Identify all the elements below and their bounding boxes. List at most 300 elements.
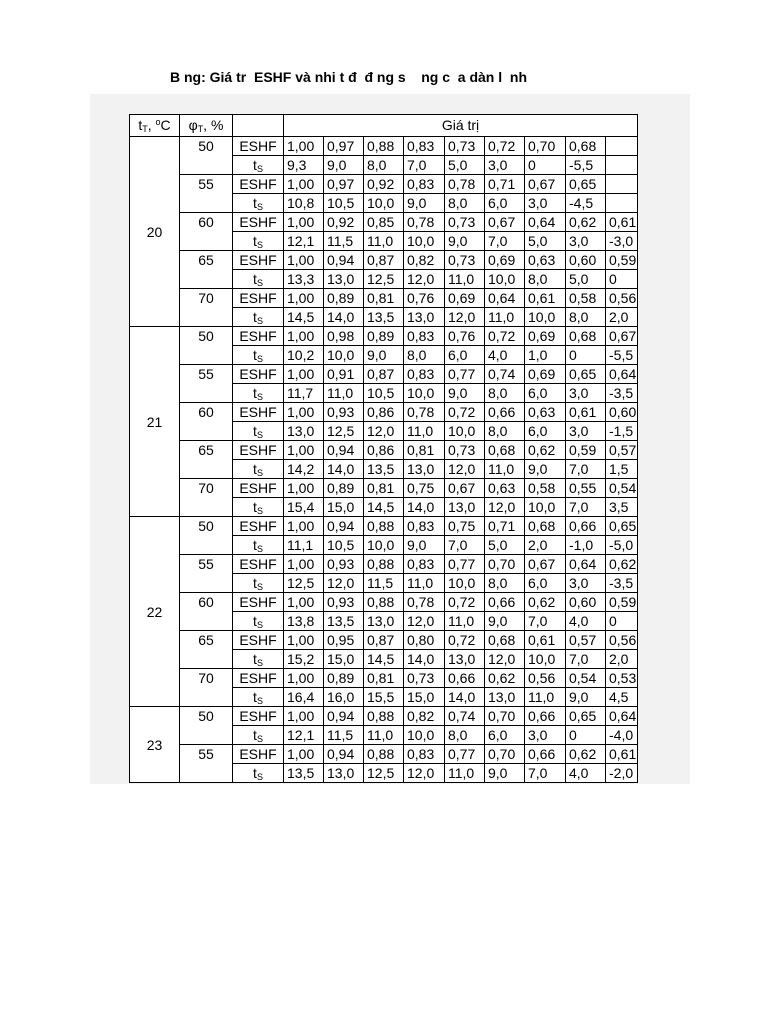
eshf-value-cell: 0,72 xyxy=(445,403,485,422)
eshf-label: ESHF xyxy=(233,479,284,498)
ts-value-cell: 3,0 xyxy=(566,574,606,593)
eshf-value-cell: 0,67 xyxy=(525,175,566,194)
ts-value-cell: 8,0 xyxy=(566,308,606,327)
table-title: B ng: Giá tr ESHF và nhi t đ đ ng s ng c a dàn l nh xyxy=(170,69,528,85)
ts-value-cell: 10,5 xyxy=(324,536,364,555)
eshf-value-cell: 0,82 xyxy=(404,707,445,726)
eshf-value-cell: 0,63 xyxy=(485,479,525,498)
eshf-value-cell: 0,57 xyxy=(566,631,606,650)
eshf-value-cell: 0,66 xyxy=(485,403,525,422)
ts-label: $t_S$ xyxy=(233,764,284,783)
ts-value-cell: 2,0 xyxy=(606,650,638,669)
ts-value-cell: 9,0 xyxy=(404,536,445,555)
ts-value-cell: 9,0 xyxy=(485,612,525,631)
ts-value-cell: 10,8 xyxy=(284,194,324,213)
table-row xyxy=(130,403,638,422)
ts-value-cell: 8,0 xyxy=(404,346,445,365)
eshf-value-cell: 0,95 xyxy=(324,631,364,650)
eshf-value-cell: 0,72 xyxy=(485,137,525,156)
eshf-value-cell: 0,65 xyxy=(606,517,638,536)
ts-value-cell: 9,0 xyxy=(404,194,445,213)
eshf-value-cell: 1,00 xyxy=(284,479,324,498)
eshf-value-cell: 0,61 xyxy=(606,745,638,764)
eshf-value-cell: 0,56 xyxy=(606,631,638,650)
eshf-label: ESHF xyxy=(233,403,284,422)
eshf-value-cell: 0,64 xyxy=(485,289,525,308)
ts-value-cell: 6,0 xyxy=(525,384,566,403)
eshf-value-cell: 1,00 xyxy=(284,213,324,232)
humidity-cell: 70 xyxy=(180,289,233,327)
ts-value-cell: 11,1 xyxy=(284,536,324,555)
ts-value-cell: 13,5 xyxy=(364,308,404,327)
eshf-value-cell: 0,60 xyxy=(606,403,638,422)
humidity-cell: 65 xyxy=(180,441,233,479)
eshf-value-cell: 0,94 xyxy=(324,441,364,460)
ts-value-cell: -4,5 xyxy=(566,194,606,213)
eshf-value-cell: 0,66 xyxy=(485,593,525,612)
ts-value-cell: 10,0 xyxy=(404,384,445,403)
eshf-value-cell: 0,59 xyxy=(606,251,638,270)
ts-value-cell: 6,0 xyxy=(485,194,525,213)
eshf-value-cell: 0,62 xyxy=(525,593,566,612)
eshf-value-cell: 1,00 xyxy=(284,707,324,726)
eshf-value-cell: 0,68 xyxy=(525,517,566,536)
eshf-label: ESHF xyxy=(233,707,284,726)
ts-value-cell: 11,5 xyxy=(324,726,364,745)
eshf-label: ESHF xyxy=(233,327,284,346)
ts-value-cell: 7,0 xyxy=(525,612,566,631)
eshf-value-cell: 0,87 xyxy=(364,631,404,650)
eshf-value-cell: 0,78 xyxy=(404,213,445,232)
ts-value-cell xyxy=(606,194,638,213)
eshf-value-cell: 0,87 xyxy=(364,251,404,270)
ts-value-cell: 12,0 xyxy=(485,650,525,669)
eshf-value-cell: 0,62 xyxy=(566,745,606,764)
ts-value-cell: 11,0 xyxy=(404,422,445,441)
ts-value-cell: 12,5 xyxy=(284,574,324,593)
eshf-label: ESHF xyxy=(233,175,284,194)
table-row xyxy=(130,593,638,612)
ts-value-cell: 13,0 xyxy=(324,270,364,289)
eshf-value-cell: 0,77 xyxy=(445,745,485,764)
eshf-value-cell: 1,00 xyxy=(284,175,324,194)
eshf-label: ESHF xyxy=(233,555,284,574)
eshf-value-cell: 1,00 xyxy=(284,631,324,650)
ts-value-cell: 11,5 xyxy=(324,232,364,251)
ts-value-cell: 13,0 xyxy=(445,498,485,517)
eshf-value-cell: 0,64 xyxy=(606,707,638,726)
ts-value-cell: 12,0 xyxy=(445,460,485,479)
ts-value-cell: 3,0 xyxy=(566,422,606,441)
ts-value-cell: -1,5 xyxy=(606,422,638,441)
ts-value-cell: 10,0 xyxy=(525,650,566,669)
eshf-value-cell: 0,88 xyxy=(364,517,404,536)
eshf-value-cell: 0,81 xyxy=(364,669,404,688)
eshf-value-cell: 0,69 xyxy=(445,289,485,308)
humidity-cell: 65 xyxy=(180,631,233,669)
eshf-value-cell: 0,88 xyxy=(364,707,404,726)
ts-value-cell: 12,0 xyxy=(324,574,364,593)
ts-value-cell: 3,5 xyxy=(606,498,638,517)
ts-value-cell: 2,0 xyxy=(606,308,638,327)
eshf-value-cell: 0,72 xyxy=(485,327,525,346)
eshf-value-cell: 0,75 xyxy=(404,479,445,498)
ts-value-cell: 7,0 xyxy=(566,498,606,517)
humidity-cell: 60 xyxy=(180,593,233,631)
eshf-value-cell: 0,78 xyxy=(445,175,485,194)
eshf-label: ESHF xyxy=(233,669,284,688)
ts-value-cell: 12,0 xyxy=(364,422,404,441)
ts-value-cell: 12,0 xyxy=(404,764,445,783)
eshf-label: ESHF xyxy=(233,137,284,156)
ts-value-cell: 10,0 xyxy=(445,422,485,441)
eshf-label: ESHF xyxy=(233,631,284,650)
table-row xyxy=(130,479,638,498)
ts-value-cell: 5,0 xyxy=(485,536,525,555)
ts-value-cell: 13,0 xyxy=(404,308,445,327)
header-type xyxy=(233,115,284,137)
ts-value-cell: 10,0 xyxy=(485,270,525,289)
ts-value-cell: 10,5 xyxy=(364,384,404,403)
eshf-value-cell: 0,89 xyxy=(324,479,364,498)
eshf-value-cell: 0,93 xyxy=(324,593,364,612)
ts-value-cell: 11,0 xyxy=(445,764,485,783)
eshf-value-cell: 0,92 xyxy=(364,175,404,194)
table-row xyxy=(130,327,638,346)
ts-value-cell: 14,0 xyxy=(404,650,445,669)
eshf-value-cell: 1,00 xyxy=(284,251,324,270)
eshf-table xyxy=(129,114,638,783)
ts-value-cell: 1,5 xyxy=(606,460,638,479)
ts-value-cell: 13,0 xyxy=(284,422,324,441)
eshf-value-cell: 0,73 xyxy=(404,669,445,688)
eshf-value-cell: 0,83 xyxy=(404,365,445,384)
ts-label: $t_S$ xyxy=(233,726,284,745)
eshf-value-cell: 0,77 xyxy=(445,365,485,384)
eshf-value-cell: 0,65 xyxy=(566,365,606,384)
ts-value-cell: 15,0 xyxy=(324,650,364,669)
ts-value-cell: 13,3 xyxy=(284,270,324,289)
eshf-value-cell: 0,68 xyxy=(485,631,525,650)
eshf-value-cell: 0,63 xyxy=(525,251,566,270)
table-row xyxy=(130,213,638,232)
eshf-value-cell: 0,85 xyxy=(364,213,404,232)
eshf-value-cell: 0,66 xyxy=(525,745,566,764)
eshf-value-cell: 1,00 xyxy=(284,137,324,156)
ts-value-cell: 9,0 xyxy=(566,688,606,707)
eshf-label: ESHF xyxy=(233,251,284,270)
eshf-value-cell: 0,70 xyxy=(485,707,525,726)
ts-value-cell: 7,0 xyxy=(445,536,485,555)
ts-value-cell: 15,2 xyxy=(284,650,324,669)
eshf-label: ESHF xyxy=(233,365,284,384)
ts-value-cell: 12,0 xyxy=(404,612,445,631)
ts-value-cell: 13,8 xyxy=(284,612,324,631)
ts-label: $t_S$ xyxy=(233,460,284,479)
ts-label: $t_S$ xyxy=(233,498,284,517)
temperature-cell: 23 xyxy=(130,707,180,783)
eshf-value-cell: 0,72 xyxy=(445,631,485,650)
ts-value-cell: 0 xyxy=(606,270,638,289)
eshf-value-cell: 1,00 xyxy=(284,593,324,612)
ts-value-cell: 15,5 xyxy=(364,688,404,707)
ts-label: $t_S$ xyxy=(233,346,284,365)
humidity-cell: 60 xyxy=(180,403,233,441)
ts-value-cell: 12,5 xyxy=(364,764,404,783)
table-row xyxy=(130,555,638,574)
eshf-value-cell: 0,86 xyxy=(364,403,404,422)
eshf-value-cell: 0,73 xyxy=(445,137,485,156)
ts-value-cell xyxy=(606,156,638,175)
table-row xyxy=(130,745,638,764)
eshf-value-cell: 0,73 xyxy=(445,213,485,232)
eshf-value-cell: 0,61 xyxy=(566,403,606,422)
ts-value-cell: 6,0 xyxy=(525,422,566,441)
ts-value-cell: 8,0 xyxy=(364,156,404,175)
eshf-value-cell: 1,00 xyxy=(284,745,324,764)
header-row xyxy=(130,115,638,137)
ts-value-cell: -2,0 xyxy=(606,764,638,783)
eshf-value-cell: 0,73 xyxy=(445,251,485,270)
ts-label: $t_S$ xyxy=(233,536,284,555)
ts-value-cell: 10,0 xyxy=(364,194,404,213)
humidity-cell: 60 xyxy=(180,213,233,251)
eshf-value-cell: 0,69 xyxy=(485,251,525,270)
eshf-value-cell: 1,00 xyxy=(284,517,324,536)
ts-label: $t_S$ xyxy=(233,270,284,289)
ts-value-cell: -1,0 xyxy=(566,536,606,555)
ts-value-cell: 10,0 xyxy=(445,574,485,593)
eshf-value-cell: 0,94 xyxy=(324,517,364,536)
eshf-value-cell: 0,70 xyxy=(485,745,525,764)
eshf-value-cell: 0,67 xyxy=(525,555,566,574)
humidity-cell: 55 xyxy=(180,175,233,213)
ts-value-cell: 1,0 xyxy=(525,346,566,365)
eshf-value-cell: 0,83 xyxy=(404,137,445,156)
eshf-value-cell: 0,63 xyxy=(525,403,566,422)
ts-value-cell: 12,0 xyxy=(404,270,445,289)
eshf-value-cell: 0,71 xyxy=(485,517,525,536)
eshf-value-cell: 0,68 xyxy=(566,327,606,346)
eshf-value-cell: 0,56 xyxy=(606,289,638,308)
ts-value-cell: 10,5 xyxy=(324,194,364,213)
eshf-value-cell: 0,83 xyxy=(404,175,445,194)
eshf-value-cell: 0,81 xyxy=(364,289,404,308)
ts-label: $t_S$ xyxy=(233,688,284,707)
eshf-value-cell: 0,64 xyxy=(525,213,566,232)
ts-value-cell: 13,0 xyxy=(324,764,364,783)
ts-label: $t_S$ xyxy=(233,422,284,441)
ts-value-cell: 0 xyxy=(566,346,606,365)
eshf-value-cell: 0,58 xyxy=(566,289,606,308)
ts-label: $t_S$ xyxy=(233,612,284,631)
ts-value-cell: 9,0 xyxy=(485,764,525,783)
humidity-cell: 50 xyxy=(180,137,233,175)
eshf-value-cell: 0,74 xyxy=(445,707,485,726)
header-humidity: $\varphi_T$, % xyxy=(180,115,233,137)
eshf-value-cell: 0,72 xyxy=(445,593,485,612)
eshf-value-cell: 0,81 xyxy=(404,441,445,460)
humidity-cell: 50 xyxy=(180,707,233,745)
eshf-value-cell: 0,67 xyxy=(606,327,638,346)
ts-value-cell: 13,0 xyxy=(485,688,525,707)
eshf-value-cell: 0,70 xyxy=(485,555,525,574)
ts-value-cell: 12,0 xyxy=(445,308,485,327)
ts-value-cell: 11,0 xyxy=(445,270,485,289)
eshf-value-cell: 0,86 xyxy=(364,441,404,460)
ts-value-cell: 11,0 xyxy=(404,574,445,593)
eshf-value-cell: 0,77 xyxy=(445,555,485,574)
ts-value-cell: 13,0 xyxy=(445,650,485,669)
eshf-value-cell: 0,61 xyxy=(525,289,566,308)
ts-value-cell: 12,0 xyxy=(485,498,525,517)
eshf-value-cell: 0,88 xyxy=(364,745,404,764)
eshf-value-cell: 0,73 xyxy=(445,441,485,460)
eshf-value-cell: 0,68 xyxy=(566,137,606,156)
ts-value-cell: 9,0 xyxy=(445,232,485,251)
eshf-label: ESHF xyxy=(233,213,284,232)
ts-value-cell: 13,5 xyxy=(284,764,324,783)
eshf-value-cell: 0,92 xyxy=(324,213,364,232)
ts-value-cell: 5,0 xyxy=(445,156,485,175)
ts-value-cell: 8,0 xyxy=(485,574,525,593)
ts-value-cell: -5,5 xyxy=(566,156,606,175)
ts-value-cell: -3,0 xyxy=(606,232,638,251)
ts-value-cell: 13,5 xyxy=(364,460,404,479)
eshf-value-cell: 0,57 xyxy=(606,441,638,460)
ts-value-cell: 16,0 xyxy=(324,688,364,707)
header-temperature: $t_T$, $^o$C xyxy=(130,115,180,137)
eshf-value-cell: 0,83 xyxy=(404,555,445,574)
eshf-value-cell: 0,60 xyxy=(566,251,606,270)
eshf-value-cell: 0,75 xyxy=(445,517,485,536)
ts-value-cell: 14,5 xyxy=(364,498,404,517)
ts-value-cell: 11,0 xyxy=(364,232,404,251)
eshf-label: ESHF xyxy=(233,289,284,308)
ts-label: $t_S$ xyxy=(233,574,284,593)
ts-value-cell: 3,0 xyxy=(566,384,606,403)
temperature-cell: 21 xyxy=(130,327,180,517)
ts-value-cell: 14,0 xyxy=(324,308,364,327)
ts-value-cell: -3,5 xyxy=(606,384,638,403)
ts-value-cell: 4,0 xyxy=(566,764,606,783)
ts-value-cell: 8,0 xyxy=(485,422,525,441)
eshf-value-cell: 0,97 xyxy=(324,175,364,194)
ts-value-cell: 4,5 xyxy=(606,688,638,707)
eshf-value-cell: 0,88 xyxy=(364,137,404,156)
eshf-value-cell: 0,89 xyxy=(364,327,404,346)
eshf-value-cell xyxy=(606,137,638,156)
ts-value-cell: 12,5 xyxy=(324,422,364,441)
eshf-value-cell: 0,66 xyxy=(445,669,485,688)
table-row xyxy=(130,669,638,688)
ts-value-cell: 9,3 xyxy=(284,156,324,175)
eshf-value-cell: 1,00 xyxy=(284,555,324,574)
eshf-value-cell: 0,88 xyxy=(364,593,404,612)
ts-value-cell: 9,0 xyxy=(324,156,364,175)
header-values: Giá trị xyxy=(284,115,638,137)
ts-value-cell: 11,0 xyxy=(485,460,525,479)
ts-value-cell: -3,5 xyxy=(606,574,638,593)
ts-value-cell: 16,4 xyxy=(284,688,324,707)
eshf-value-cell: 1,00 xyxy=(284,403,324,422)
eshf-value-cell: 0,80 xyxy=(404,631,445,650)
table-row xyxy=(130,289,638,308)
eshf-value-cell: 0,62 xyxy=(485,669,525,688)
eshf-value-cell: 0,97 xyxy=(324,137,364,156)
humidity-cell: 50 xyxy=(180,327,233,365)
eshf-value-cell: 0,78 xyxy=(404,403,445,422)
eshf-value-cell: 0,71 xyxy=(485,175,525,194)
humidity-cell: 55 xyxy=(180,365,233,403)
ts-value-cell: 3,0 xyxy=(525,726,566,745)
ts-value-cell: 0 xyxy=(606,612,638,631)
humidity-cell: 70 xyxy=(180,479,233,517)
eshf-value-cell: 0,58 xyxy=(525,479,566,498)
ts-value-cell: -5,5 xyxy=(606,346,638,365)
ts-label: $t_S$ xyxy=(233,384,284,403)
ts-value-cell: 14,2 xyxy=(284,460,324,479)
eshf-value-cell: 0,64 xyxy=(606,365,638,384)
eshf-value-cell: 0,78 xyxy=(404,593,445,612)
ts-value-cell: 11,7 xyxy=(284,384,324,403)
ts-value-cell: 10,0 xyxy=(404,232,445,251)
eshf-value-cell: 0,56 xyxy=(525,669,566,688)
eshf-value-cell: 0,54 xyxy=(606,479,638,498)
ts-value-cell: 4,0 xyxy=(485,346,525,365)
eshf-value-cell xyxy=(606,175,638,194)
table-row xyxy=(130,517,638,536)
eshf-value-cell: 1,00 xyxy=(284,669,324,688)
eshf-value-cell: 0,87 xyxy=(364,365,404,384)
ts-value-cell: 14,5 xyxy=(364,650,404,669)
temperature-cell: 20 xyxy=(130,137,180,327)
eshf-value-cell: 0,83 xyxy=(404,327,445,346)
eshf-value-cell: 0,76 xyxy=(445,327,485,346)
ts-value-cell: 14,5 xyxy=(284,308,324,327)
eshf-value-cell: 1,00 xyxy=(284,327,324,346)
eshf-value-cell: 0,76 xyxy=(404,289,445,308)
ts-value-cell: 6,0 xyxy=(485,726,525,745)
ts-value-cell: 9,0 xyxy=(364,346,404,365)
ts-value-cell: 8,0 xyxy=(445,726,485,745)
eshf-value-cell: 0,94 xyxy=(324,251,364,270)
ts-value-cell: -5,0 xyxy=(606,536,638,555)
ts-value-cell: -4,0 xyxy=(606,726,638,745)
ts-value-cell: 8,0 xyxy=(485,384,525,403)
humidity-cell: 55 xyxy=(180,555,233,593)
humidity-cell: 70 xyxy=(180,669,233,707)
table-row xyxy=(130,137,638,156)
eshf-value-cell: 0,69 xyxy=(525,327,566,346)
eshf-label: ESHF xyxy=(233,593,284,612)
table-row xyxy=(130,175,638,194)
table-row xyxy=(130,441,638,460)
ts-value-cell: 8,0 xyxy=(525,270,566,289)
ts-label: $t_S$ xyxy=(233,650,284,669)
ts-value-cell: 7,0 xyxy=(525,764,566,783)
eshf-value-cell: 0,98 xyxy=(324,327,364,346)
eshf-value-cell: 0,81 xyxy=(364,479,404,498)
humidity-cell: 50 xyxy=(180,517,233,555)
ts-value-cell: 10,0 xyxy=(324,346,364,365)
ts-value-cell: 11,0 xyxy=(445,612,485,631)
eshf-label: ESHF xyxy=(233,517,284,536)
eshf-value-cell: 0,62 xyxy=(525,441,566,460)
ts-value-cell: 7,0 xyxy=(485,232,525,251)
ts-value-cell: 7,0 xyxy=(404,156,445,175)
ts-label: $t_S$ xyxy=(233,194,284,213)
